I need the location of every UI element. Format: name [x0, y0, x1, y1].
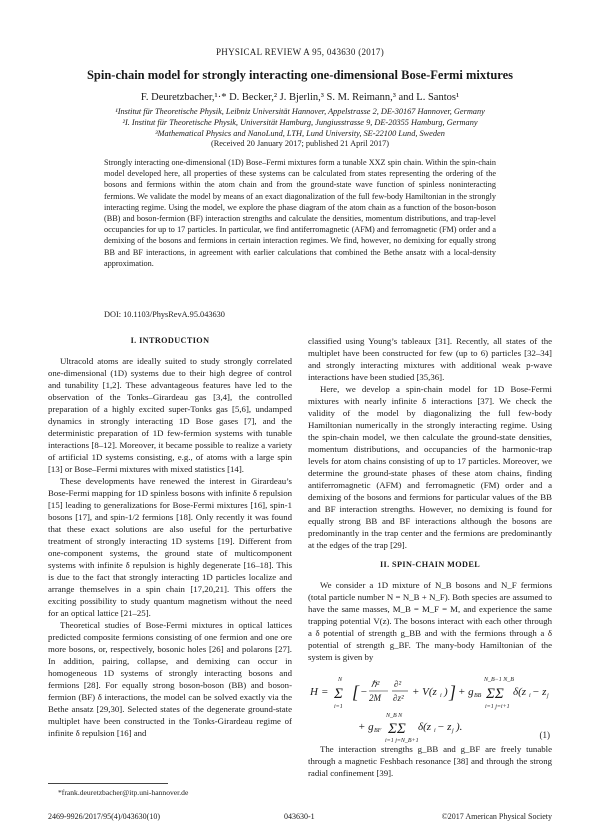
svg-text:BF: BF: [374, 728, 382, 734]
svg-text:i: i: [529, 693, 531, 699]
svg-text:): ): [444, 686, 448, 698]
svg-text:N_B N: N_B N: [386, 713, 403, 719]
svg-text:− z: − z: [437, 721, 452, 733]
left-column: [48, 335, 292, 739]
equation-graphic: [308, 667, 552, 743]
footer-copyright: ©2017 American Physical Society: [441, 812, 552, 821]
svg-text:Σ: Σ: [334, 686, 343, 702]
intro-paragraph-5: Here, we develop a spin-chain model for 1D Bose-Fermi mixtures with nearly infinite δ interactions [37]. We check the validity of the model by diagonalizing the full few-body Hamiltonian numerically in the strongly interacting regime. Using the spin-chain model, we then calculate the ground-state densities, momentum distributions, and occupancies of the harmonic-trap levels for atom chains consisting of up to 17 particles. Moreover, we determine the ground-state phases of these atom chains, finding antiferromagnetic (AFM) and ferromagnetic (FM) order and a demixing of the bosons and fermions for particular values of the BB and BF interaction strengths. However, no demixing is found for equally strong BB and BF interactions although the bosons are predominantly in the trap center and the fermions are predominantly at the edges of the trap [29].: [308, 384, 552, 550]
affiliations: [40, 106, 560, 139]
svg-text:i: i: [434, 728, 436, 734]
doi-link[interactable]: 10.1103/PhysRevA.95.043630: [123, 310, 225, 319]
svg-text:j: j: [452, 728, 454, 734]
svg-text:δ(z: δ(z: [418, 721, 432, 733]
affiliation-2: ²I. Institut für Theoretische Physik, Universität Hamburg, Jungiusstrasse 9, DE-20355 Hamburg, Germany: [122, 118, 478, 127]
intro-paragraph-3: Theoretical studies of Bose-Fermi mixtures in optical lattices predicted composite fermions consisting of one fermion and one ore more bosons, or, respectively, bosonic holes [26] and polarons [27]. In addition, pairing, collapse, and demixing can occur in homogeneous 1D systems of strongly interacting bosons and fermions [28]. For equally strong boson-boson (BB) and boson-fermion (BF) δ interactions, the model can be solved exactly via the Bethe ansatz [29,30]. Selected states of the degenerate ground-state multiplet have been constructed in the Tonks-Girardeau regime of infinite δ repulsion [16] and: [48, 620, 292, 738]
svg-text:i=1: i=1: [334, 704, 343, 710]
intro-paragraph-2: These developments have renewed the interest in Girardeau’s Bose-Fermi mapping for 1D spinless bosons with infinite δ repulsion [15] leading to generalizations for Bose-Fermi mixtures [16], spin-1 bosons [17], and spin-1/2 fermions [18]. Only recently it was found that these exact solutions are also useful for the perturbative treatment of strongly interacting 1D systems [19]. Different from one-component systems, the ground state of multicomponent systems with infinite δ repulsion is highly degenerate [16–18]. This is due to the fact that strongly interacting 1D particles localize and arrange themselves in a spin chain [17,20,21]. This offers the exciting possibility to study quantum magnetism without the need for an optical lattice [21–25].: [48, 476, 292, 618]
model-paragraph: We consider a 1D mixture of N_B bosons and N_F fermions (total particle number N = N_B + N_F). Both species are assumed to have the same masses, M_B = M_F = M, and experience the same trapping potential V(z). The bosons interact with each other through a δ potential of strength g_BB and with the fermions through a δ potential of strength g_BF. The many-body Hamiltonian of the system is given by: [308, 580, 552, 662]
svg-text:i=1 j=i+1: i=1 j=i+1: [485, 704, 510, 710]
svg-text:+ g: + g: [358, 721, 374, 733]
svg-text:+ V(z: + V(z: [412, 686, 437, 698]
svg-text:j: j: [547, 693, 549, 699]
svg-text:N_B−1 N_B: N_B−1 N_B: [484, 677, 514, 683]
footer-page-number: 043630-1: [284, 812, 315, 821]
svg-text:ℏ²: ℏ²: [371, 679, 380, 689]
svg-text:]: ]: [449, 682, 457, 702]
intro-paragraph-4: classified using Young’s tableaux [31]. Recently, all states of the multiplet have been constructed for few (up to 6) particles [32–34] and strongly interacting mixtures with additional weak p-wave interactions have been studied [35,36].: [308, 336, 552, 382]
section-heading-spin-chain-model: II. SPIN-CHAIN MODEL: [379, 560, 481, 569]
svg-text:δ(z: δ(z: [513, 686, 527, 698]
svg-text:− z: − z: [532, 686, 547, 698]
svg-text:∂z²: ∂z²: [393, 693, 404, 703]
right-column: [308, 335, 552, 779]
svg-text:BB: BB: [474, 693, 482, 699]
hamiltonian-equation: [308, 667, 552, 743]
doi-line: [104, 310, 225, 319]
section-heading-introduction: I. INTRODUCTION: [130, 336, 210, 345]
svg-text:i=1 j=N_B+1: i=1 j=N_B+1: [385, 738, 419, 743]
svg-text:i: i: [440, 693, 442, 699]
svg-text:H: H: [310, 686, 318, 698]
svg-text:).: ).: [456, 721, 463, 733]
abstract: Strongly interacting one-dimensional (1D) Bose–Fermi mixtures form a tunable XXZ spin chain. Within the spin-chain model developed here, all properties of these systems can be calculated from states representing the ordering of the bosons and fermions within the atom chain and from the ground-state wave function of spinless noninteracting fermions. We validate the model by means of an exact diagonalization of the full few-body Hamiltonian in the strongly interacting regime. Using the model, we explore the phase diagram of the atom chain as a function of the boson-boson (BB) and boson-fermion (BF) interaction strengths and calculate the densities, momentum distributions, and trap-level occupancies for up to 17 particles. In particular, we find antiferromagnetic (AFM) and ferromagnetic (FM) order and a demixing of the bosons and fermions in certain interaction regimes. We find, however, no demixing for equally strong BB and BF interactions, in agreement with earlier calculations that combined the Bethe ansatz with a local-density approximation.: [104, 158, 496, 268]
footer-issn: 2469-9926/2017/95(4)/043630(10): [48, 812, 160, 821]
equation-number: (1): [539, 730, 550, 740]
post-equation-paragraph: The interaction strengths g_BB and g_BF are freely tunable through a magnetic Feshbach resonance [38] and through the strong radial confinement [39].: [308, 744, 552, 778]
footnote-divider: [48, 783, 168, 784]
svg-text:[: [: [352, 682, 360, 702]
svg-text:=: =: [321, 686, 329, 698]
intro-paragraph-1: Ultracold atoms are ideally suited to study strongly correlated one-dimensional (1D) systems due to their high degree of control and tunability [1,2]. These advantageous features have led to the observation of the Tonks–Girardeau gas [3,4], the controlled preparation of a highly excited super-Tonks gas [5,6], undamped dynamics in strongly interacting 1D Bose gases [7], and the deterministic preparation of 1D few-fermion systems with tunable interactions [8–12]. Moreover, it became possible to realize a variety of artificial 1D systems consisting, e.g., of atoms with a large spin [13] or Bose–Fermi mixtures with mixed statistics [14].: [48, 356, 292, 474]
author-list: F. Deuretzbacher,¹·* D. Becker,² J. Bjerlin,³ S. M. Reimann,³ and L. Santos¹: [140, 92, 460, 103]
svg-text:+ g: + g: [458, 686, 474, 698]
journal-header: PHYSICAL REVIEW A 95, 043630 (2017): [216, 47, 384, 57]
affiliation-3: ³Mathematical Physics and NanoLund, LTH, Lund University, SE-22100 Lund, Sweden: [155, 129, 445, 138]
svg-text:−: −: [360, 686, 368, 698]
svg-text:2M: 2M: [369, 693, 381, 703]
svg-text:ΣΣ: ΣΣ: [486, 686, 504, 702]
doi-label: DOI:: [104, 310, 122, 319]
svg-text:ΣΣ: ΣΣ: [388, 721, 406, 737]
paper-title: Spin-chain model for strongly interacting one-dimensional Bose-Fermi mixtures: [86, 68, 514, 82]
affiliation-1: ¹Institut für Theoretische Physik, Leibniz Universität Hannover, Appelstrasse 2, DE-30167 Hannover, Germany: [115, 107, 485, 116]
svg-text:N: N: [338, 677, 343, 683]
footnote-email: *frank.deuretzbacher@itp.uni-hannover.de: [58, 788, 189, 797]
svg-text:∂²: ∂²: [394, 679, 402, 689]
received-dates: (Received 20 January 2017; published 21 April 2017): [210, 139, 390, 148]
